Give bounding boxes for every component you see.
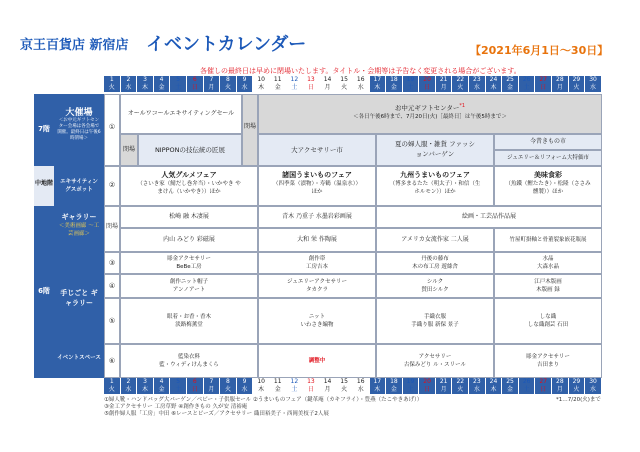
wd-bottom-20: 日 — [419, 386, 436, 394]
circle-cell-6 — [104, 344, 120, 378]
wd-bottom-2: 水 — [121, 386, 138, 394]
wd-top-9: 水 — [237, 84, 254, 92]
footer-line-3: ⑤創作婦人服「工房」中田 ⑥レースとビーズ／アクセサリー 織田裕美子・西岡美枝子2人展 — [104, 411, 329, 417]
day-top-27: 27 — [535, 76, 552, 84]
day-bottom-28: 28 — [552, 378, 569, 386]
day-top-9: 9 — [237, 76, 254, 84]
day-bottom-16: 16 — [353, 378, 370, 386]
day-bottom-9: 9 — [237, 378, 254, 386]
eventspace-3[interactable] — [376, 344, 494, 378]
wd-bottom-22: 火 — [452, 386, 469, 394]
gourmet-1-title: 人気グルメフェア — [161, 171, 217, 179]
event-kimono-title: 今昔きもの市 — [529, 138, 566, 145]
gallery-craft-1-title: 内山 みどり 彩磁展 — [163, 236, 215, 243]
handmade-10-b: いわさき編物 — [300, 322, 334, 328]
day-top-6: 6 — [187, 76, 204, 84]
eventspace-4[interactable] — [494, 344, 602, 378]
gallery-craft-4-title: 竹屋町掛軸と骨董裂象嵌花瓶展 — [509, 237, 587, 243]
event-wacoal-sale-title: オールワコールエキサイティングセール — [127, 110, 235, 117]
day-top-23: 23 — [469, 76, 486, 84]
handmade-2[interactable] — [258, 252, 376, 274]
row-daisaijo — [54, 94, 104, 166]
day-top-25: 25 — [502, 76, 519, 84]
handmade-9[interactable] — [120, 298, 258, 344]
gourmet-3-sub: （博多まるたた（明太子）・和信（生ホルモン））ほか — [389, 181, 481, 195]
exciting-label: エキサイティングスポット — [60, 179, 98, 193]
wd-bottom-12: 土 — [287, 386, 304, 394]
page-title: イベントカレンダー — [146, 34, 307, 55]
handmade-4[interactable] — [494, 252, 602, 274]
wd-top-25: 金 — [502, 84, 519, 92]
footer-line-2: ③金工アクセサリー 工房草野 ④創作きもの 久が安 清裕庵 — [104, 404, 248, 410]
day-top-19: 19 — [403, 76, 420, 84]
handmade-6[interactable] — [258, 274, 376, 298]
eventspace-3-a: アクセサリー — [418, 354, 452, 360]
wd-bottom-14: 月 — [320, 386, 337, 394]
footer-note: *1…7/20(火)まで — [556, 397, 601, 403]
wd-bottom-3: 木 — [137, 386, 154, 394]
handmade-2-b: 工房吉本 — [305, 264, 328, 270]
wd-top-22: 火 — [452, 84, 469, 92]
day-top-12: 12 — [287, 76, 304, 84]
row-exciting — [54, 166, 104, 206]
wd-bottom-25: 金 — [502, 386, 519, 394]
day-bottom-22: 22 — [452, 378, 469, 386]
eventspace-4-b: 吉田まり — [536, 362, 559, 368]
handmade-1-a: 彫金アクセサリー — [167, 256, 211, 262]
day-top-24: 24 — [486, 76, 503, 84]
handmade-1-b: BeBe工房 — [176, 264, 202, 270]
calendar-weekdays-top — [104, 84, 602, 92]
event-jewelry[interactable] — [494, 150, 602, 166]
circle-cell-3 — [104, 252, 120, 274]
row-eventspace — [54, 344, 104, 378]
wd-top-6: 日 — [187, 84, 204, 92]
day-bottom-18: 18 — [386, 378, 403, 386]
gallery-art-3[interactable] — [376, 206, 602, 228]
day-bottom-14: 14 — [320, 378, 337, 386]
closed-cell-7f — [242, 94, 258, 166]
wd-top-1: 火 — [104, 84, 121, 92]
gourmet-4-title: 美味食彩 — [534, 171, 562, 179]
day-top-17: 17 — [370, 76, 387, 84]
wd-top-19: 土 — [403, 84, 420, 92]
gallery-craft-2[interactable] — [258, 228, 376, 252]
day-bottom-5: 5 — [170, 378, 187, 386]
calendar-days-top — [104, 76, 602, 84]
day-bottom-2: 2 — [121, 378, 138, 386]
gourmet-3-title: 九州うまいものフェア — [400, 171, 470, 179]
notice-text: 各催しの最終日は早めに閉場いたします。タイトル・会期等は予告なく変更される場合がございます。 — [200, 67, 521, 75]
day-bottom-17: 17 — [370, 378, 387, 386]
handmade-12-b: しな織創芸 石田 — [527, 322, 569, 328]
handmade-9-b: 淡路梅薫堂 — [175, 322, 203, 328]
day-top-8: 8 — [220, 76, 237, 84]
closed-label-7f-b: 閉場 — [122, 146, 135, 153]
day-bottom-7: 7 — [204, 378, 221, 386]
gourmet-2-sub: （四季菜（漬物）・寿鶴（温泉水））ほか — [273, 181, 362, 195]
day-bottom-25: 25 — [502, 378, 519, 386]
handmade-6-b: タカクラ — [305, 287, 328, 293]
handmade-8[interactable] — [494, 274, 602, 298]
wd-top-26: 土 — [519, 84, 536, 92]
gift-mark: *1 — [459, 103, 466, 109]
handmade-8-b: 木版画 録 — [536, 287, 560, 293]
day-top-2: 2 — [121, 76, 138, 84]
gallery-craft-3-title: アメリカ女流作家 二人展 — [401, 236, 469, 243]
day-bottom-1: 1 — [104, 378, 121, 386]
wd-top-11: 金 — [270, 84, 287, 92]
wd-bottom-18: 金 — [386, 386, 403, 394]
wd-top-13: 日 — [303, 84, 320, 92]
gallery-closed: 閉場 — [105, 223, 118, 230]
wd-top-21: 月 — [436, 84, 453, 92]
event-gourmet-4[interactable] — [494, 166, 602, 206]
event-kimono[interactable] — [494, 134, 602, 150]
day-top-18: 18 — [386, 76, 403, 84]
floor-middle-label: 中地階 — [34, 180, 53, 187]
wd-top-24: 木 — [486, 84, 503, 92]
circle-cell-5 — [104, 298, 120, 344]
gourmet-4-sub: （魚鐵（鰹たたき）・松隆（ささみ燻製））ほか — [505, 181, 591, 195]
day-top-5: 5 — [170, 76, 187, 84]
gourmet-2-title: 諸国うまいものフェア — [282, 171, 352, 179]
circle-3: ③ — [108, 259, 116, 267]
wd-bottom-24: 木 — [486, 386, 503, 394]
day-bottom-23: 23 — [469, 378, 486, 386]
gift-center-sub: ＜各日午後6時まで、7月20日(火)［最終日］は午後5時まで＞ — [353, 114, 507, 121]
day-bottom-15: 15 — [336, 378, 353, 386]
wd-bottom-26: 土 — [519, 386, 536, 394]
handmade-10[interactable] — [258, 298, 376, 344]
row-handmade — [54, 252, 104, 344]
day-bottom-21: 21 — [436, 378, 453, 386]
day-top-21: 21 — [436, 76, 453, 84]
wd-top-27: 日 — [535, 84, 552, 92]
event-gourmet-2[interactable] — [258, 166, 376, 206]
day-top-7: 7 — [204, 76, 221, 84]
wd-top-17: 木 — [370, 84, 387, 92]
calendar-days-bottom — [104, 378, 602, 386]
circle-4: ④ — [108, 282, 116, 290]
handmade-10-a: ニット — [308, 314, 326, 320]
wd-bottom-11: 金 — [270, 386, 287, 394]
event-accessory[interactable] — [258, 134, 376, 166]
wd-top-18: 金 — [386, 84, 403, 92]
day-bottom-13: 13 — [303, 378, 320, 386]
gourmet-1-sub: （さいき家（鯖だし巻弁当）・いかやき やまけん（いかやき））ほか — [137, 181, 241, 195]
wd-bottom-6: 日 — [187, 386, 204, 394]
wd-bottom-15: 火 — [336, 386, 353, 394]
wd-bottom-21: 月 — [436, 386, 453, 394]
floor-6-label-cell — [34, 206, 54, 378]
eventspace-1[interactable] — [120, 344, 258, 378]
store-name: 京王百貨店 新宿店 — [20, 38, 129, 53]
day-top-1: 1 — [104, 76, 121, 84]
handmade-4-a: 水晶 — [542, 256, 554, 262]
handmade-6-a: ジュエリーアクセサリー — [287, 279, 347, 285]
circle-1: ① — [108, 123, 116, 131]
handmade-label: 手じごと ギャラリー — [60, 289, 98, 307]
wd-top-8: 火 — [220, 84, 237, 92]
day-bottom-26: 26 — [519, 378, 536, 386]
day-top-28: 28 — [552, 76, 569, 84]
event-gourmet-3[interactable] — [376, 166, 494, 206]
wd-bottom-9: 水 — [237, 386, 254, 394]
wd-top-30: 水 — [585, 84, 602, 92]
gallery-craft-2-title: 大和 栄 作陶展 — [297, 236, 337, 243]
daisaijo-label: 大催場 — [65, 108, 93, 118]
gift-center-title-line — [259, 101, 601, 113]
handmade-9-a: 眼着・お香・香木 — [166, 314, 211, 320]
day-bottom-8: 8 — [220, 378, 237, 386]
eventspace-4-a: 彫金アクセサリー — [526, 354, 570, 360]
day-bottom-20: 20 — [419, 378, 436, 386]
handmade-2-a: 創作帯 — [308, 256, 326, 262]
wd-top-12: 土 — [287, 84, 304, 92]
wd-top-3: 木 — [137, 84, 154, 92]
event-summer-bargain[interactable] — [376, 134, 494, 166]
handmade-3-a: 丹後の藤布 — [421, 256, 449, 262]
event-gourmet-1[interactable] — [120, 166, 258, 206]
wd-bottom-4: 金 — [154, 386, 171, 394]
day-top-14: 14 — [320, 76, 337, 84]
floor-6-label: 6階 — [38, 287, 50, 295]
handmade-8-a: 江戸木版画 — [534, 279, 562, 285]
day-top-20: 20 — [419, 76, 436, 84]
gallery-craft-3[interactable] — [376, 228, 494, 252]
day-bottom-3: 3 — [137, 378, 154, 386]
eventspace-2[interactable] — [258, 344, 376, 378]
circle-2: ② — [108, 181, 116, 189]
wd-bottom-1: 火 — [104, 386, 121, 394]
day-top-13: 13 — [303, 76, 320, 84]
wd-bottom-13: 日 — [303, 386, 320, 394]
floor-middle-label-cell — [34, 166, 54, 206]
event-summer-title: 夏の婦人服・雑貨 ファッションバーゲン — [395, 140, 475, 158]
handmade-1[interactable] — [120, 252, 258, 274]
wd-top-7: 月 — [204, 84, 221, 92]
wd-bottom-7: 月 — [204, 386, 221, 394]
closed-cell-7f-b — [120, 134, 138, 166]
circle-cell-1 — [104, 94, 120, 166]
day-top-22: 22 — [452, 76, 469, 84]
footer-line-1: ①婦人靴・ハンドバッグ大バーゲン／ベビー・子供服セール ②うまいものフェア（鍵革庵（カキフライ）・豊燕（たこやきあげ）） — [104, 397, 423, 403]
circle-cell-2 — [104, 166, 120, 206]
closed-label-7f: 閉場 — [243, 123, 256, 130]
handmade-12[interactable] — [494, 298, 602, 344]
event-accessory-title: 大アクセサリー市 — [291, 146, 343, 154]
wd-bottom-27: 日 — [535, 386, 552, 394]
wd-top-10: 木 — [253, 84, 270, 92]
day-bottom-11: 11 — [270, 378, 287, 386]
eventspace-2-a: 調整中 — [308, 358, 326, 364]
wd-bottom-19: 土 — [403, 386, 420, 394]
circle-5: ⑤ — [108, 317, 116, 325]
day-bottom-10: 10 — [253, 378, 270, 386]
day-bottom-19: 19 — [403, 378, 420, 386]
gallery-art-1[interactable] — [120, 206, 258, 228]
daisaijo-note: ＜お中元ギフトセンター会場は各会場で開催。最終日は午後6時閉場＞ — [57, 118, 101, 141]
day-top-11: 11 — [270, 76, 287, 84]
handmade-11-a: 手織衣服 — [423, 314, 446, 320]
handmade-7-a: シルク — [426, 279, 444, 285]
handmade-3-b: 木の布工房 遊絲舎 — [412, 264, 458, 270]
eventspace-1-a: 藍染衣料 — [177, 354, 200, 360]
gallery-label: ギャラリー — [61, 213, 97, 221]
wd-top-5: 土 — [170, 84, 187, 92]
gallery-craft-1[interactable] — [120, 228, 258, 252]
event-wacoal-sale[interactable] — [120, 94, 242, 134]
gallery-art-3-title: 絵画・工芸品作品展 — [461, 213, 516, 220]
floor-7-label: 7階 — [38, 125, 50, 133]
day-bottom-29: 29 — [569, 378, 586, 386]
eventspace-1-b: 藍・ウィディけんまくら — [159, 362, 219, 368]
eventspace-label: イベントスペース — [57, 355, 101, 361]
gallery-art-2-title: 青木 乃重子 水墨岩彩画展 — [282, 213, 352, 220]
calendar-weekdays-bottom — [104, 386, 602, 394]
day-top-26: 26 — [519, 76, 536, 84]
period-label: 【2021年6月1日～30日】 — [470, 44, 609, 57]
wd-top-23: 水 — [469, 84, 486, 92]
handmade-11-b: 手織り服 新保 景子 — [411, 322, 459, 328]
handmade-5-a: 創作ニット帽子 — [169, 279, 209, 285]
wd-bottom-30: 水 — [585, 386, 602, 394]
circle-cell-4 — [104, 274, 120, 298]
event-jewelry-title: ジュエリー＆リフォーム大特価市 — [506, 155, 590, 161]
day-bottom-27: 27 — [535, 378, 552, 386]
wd-bottom-29: 火 — [569, 386, 586, 394]
handmade-12-a: しな織 — [539, 314, 557, 320]
wd-bottom-17: 木 — [370, 386, 387, 394]
wd-bottom-8: 火 — [220, 386, 237, 394]
wd-top-2: 水 — [121, 84, 138, 92]
gallery-craft-4[interactable] — [494, 228, 602, 252]
handmade-5[interactable] — [120, 274, 258, 298]
gallery-art-1-title: 松崎 融 木凄展 — [169, 213, 209, 220]
gallery-note: ＜美術画廊 ～工芸画廊＞ — [58, 223, 100, 237]
day-top-10: 10 — [253, 76, 270, 84]
day-bottom-24: 24 — [486, 378, 503, 386]
wd-top-15: 火 — [336, 84, 353, 92]
wd-top-28: 月 — [552, 84, 569, 92]
day-top-29: 29 — [569, 76, 586, 84]
gift-center-title: お中元ギフトセンター — [394, 104, 460, 113]
handmade-3[interactable] — [376, 252, 494, 274]
handmade-7[interactable] — [376, 274, 494, 298]
day-bottom-4: 4 — [154, 378, 171, 386]
day-top-16: 16 — [353, 76, 370, 84]
wd-top-14: 月 — [320, 84, 337, 92]
handmade-4-b: 大森水晶 — [536, 264, 559, 270]
floor-7-label-cell — [34, 94, 54, 166]
day-top-3: 3 — [137, 76, 154, 84]
event-nippon-title: NIPPONの技伝統の匠展 — [154, 146, 226, 154]
day-bottom-30: 30 — [585, 378, 602, 386]
wd-top-20: 日 — [419, 84, 436, 92]
wd-bottom-16: 水 — [353, 386, 370, 394]
wd-bottom-23: 水 — [469, 386, 486, 394]
handmade-7-b: 賛田シルク — [421, 287, 449, 293]
wd-bottom-5: 土 — [170, 386, 187, 394]
event-nippon[interactable] — [138, 134, 242, 166]
day-top-30: 30 — [585, 76, 602, 84]
wd-bottom-28: 月 — [552, 386, 569, 394]
wd-top-29: 火 — [569, 84, 586, 92]
wd-bottom-10: 木 — [253, 386, 270, 394]
wd-top-4: 金 — [154, 84, 171, 92]
event-gift-center[interactable] — [258, 94, 602, 134]
day-top-15: 15 — [336, 76, 353, 84]
handmade-11[interactable] — [376, 298, 494, 344]
day-bottom-12: 12 — [287, 378, 304, 386]
eventspace-3-b: 古保みどり ル・スリール — [403, 362, 467, 368]
row-gallery — [54, 206, 104, 252]
wd-top-16: 水 — [353, 84, 370, 92]
day-bottom-6: 6 — [187, 378, 204, 386]
handmade-5-b: アンノアート — [172, 287, 206, 293]
gallery-closed-cell — [104, 206, 120, 252]
gallery-art-2[interactable] — [258, 206, 376, 228]
circle-6: ⑥ — [108, 357, 116, 365]
day-top-4: 4 — [154, 76, 171, 84]
